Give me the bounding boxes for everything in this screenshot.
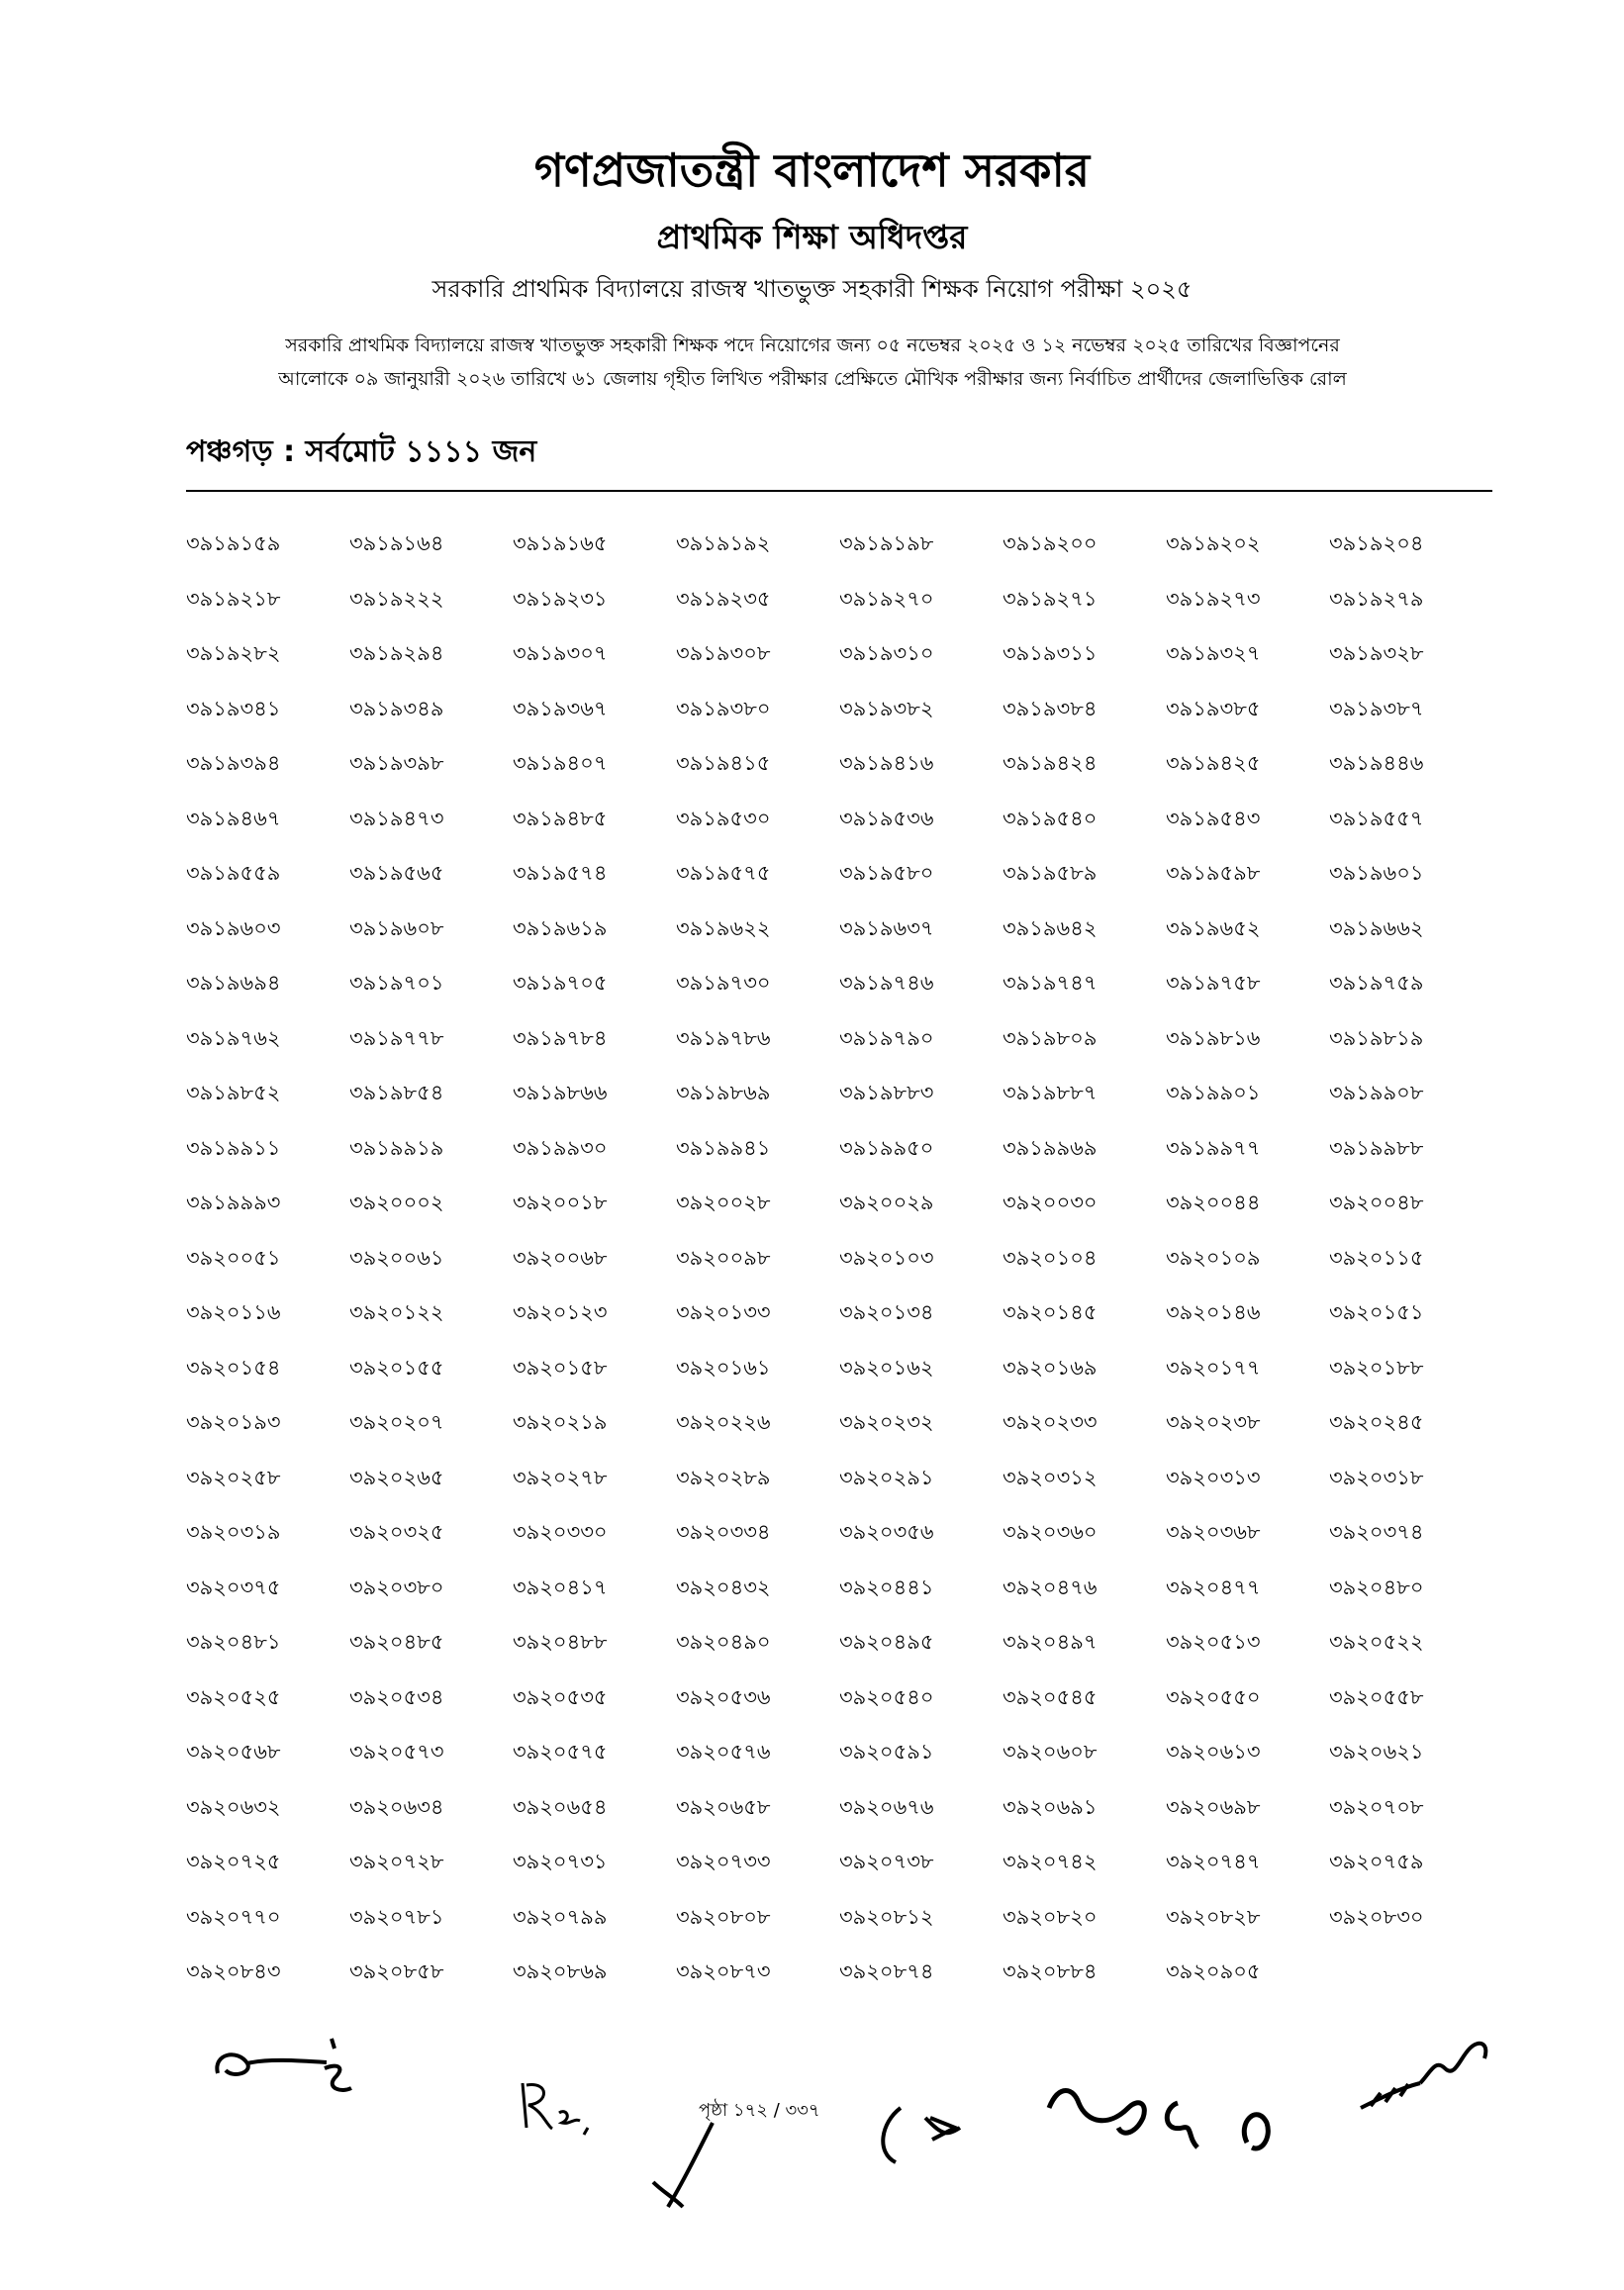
roll-number: ৩৯২০৫২২ — [1329, 1630, 1424, 1654]
roll-number: ৩৯১৯১৬৫ — [513, 531, 608, 555]
roll-number: ৩৯১৯৫৭৫ — [676, 861, 771, 885]
roll-number: ৩৯২০২৯১ — [839, 1465, 934, 1489]
roll-number: ৩৯১৯৬৬২ — [1329, 915, 1424, 940]
roll-number: ৩৯২০১৫৮ — [513, 1355, 608, 1380]
roll-number: ৩৯১৯৭৮৬ — [676, 1025, 771, 1050]
roll-number: ৩৯২০২৭৮ — [513, 1465, 608, 1489]
roll-number: ৩৯১৯২৭০ — [839, 586, 934, 611]
roll-number: ৩৯২০১২২ — [349, 1300, 444, 1324]
roll-number: ৩৯২০১১৬ — [186, 1300, 281, 1324]
roll-number: ৩৯১৯৫৭৪ — [513, 861, 608, 885]
roll-number: ৩৯১৯৬১৯ — [513, 915, 608, 940]
roll-number: ৩৯২০৮০৮ — [676, 1904, 771, 1929]
roll-number: ৩৯১৯৭৬২ — [186, 1025, 281, 1050]
roll-number: ৩৯১৯৫৩০ — [676, 806, 771, 830]
roll-number: ৩৯১৯৪৪৬ — [1329, 751, 1424, 775]
notice-line-1: সরকারি প্রাথমিক বিদ্যালয়ে রাজস্ব খাতভুক্ত সহকারী শিক্ষক পদে নিয়োগের জন্য ০৫ নভেম্বর ২০২৫ ও ১২ নভেম্বর ২০২৫ তারিখের বিজ্ঞাপনের — [285, 334, 1340, 356]
exam-title: সরকারি প্রাথমিক বিদ্যালয়ে রাজস্ব খাতভুক্ত সহকারী শিক্ষক নিয়োগ পরীক্ষা ২০২৫ — [431, 275, 1193, 303]
roll-number: ৩৯২০৫৩৪ — [349, 1684, 444, 1709]
roll-number: ৩৯২০৭৫৯ — [1329, 1850, 1424, 1873]
roll-number: ৩৯২০০৩০ — [1003, 1191, 1098, 1214]
roll-number: ৩৯১৯২৩৫ — [676, 586, 771, 611]
page-number: পৃষ্ঠা ১৭২ / ৩৩৭ — [699, 2100, 820, 2121]
roll-number: ৩৯২০১১৫ — [1329, 1245, 1424, 1270]
roll-number: ৩৯২০৪৪১ — [839, 1574, 934, 1599]
roll-number: ৩৯২০১০৩ — [839, 1245, 934, 1270]
roll-number: ৩৯১৯৮০৯ — [1003, 1025, 1098, 1050]
roll-number: ৩৯১৯৩৯৪ — [186, 751, 281, 775]
roll-number: ৩৯১৯৬৪২ — [1003, 915, 1098, 940]
roll-number: ৩৯১৯৬২২ — [676, 915, 771, 940]
roll-number: ৩৯১৯১৯২ — [676, 531, 771, 555]
roll-number: ৩৯১৯৭০৫ — [513, 971, 608, 995]
roll-number: ৩৯২০৩২৫ — [349, 1520, 444, 1544]
roll-number: ৩৯১৯৪৭৩ — [349, 806, 444, 830]
roll-number: ৩৯১৯৭৯০ — [839, 1025, 934, 1050]
roll-number: ৩৯১৯৭৩০ — [676, 971, 771, 995]
roll-number: ৩৯২০৫৪৫ — [1003, 1684, 1098, 1709]
department-title: প্রাথমিক শিক্ষা অধিদপ্তর — [656, 218, 968, 256]
roll-number: ৩৯২০৫৩৫ — [513, 1684, 608, 1709]
roll-number: ৩৯১৯৮৮৩ — [839, 1081, 934, 1104]
roll-number: ৩৯১৯৩১০ — [839, 641, 934, 665]
roll-number: ৩৯১৯৯০১ — [1166, 1081, 1261, 1104]
roll-number: ৩৯২০৪৮০ — [1329, 1574, 1424, 1599]
roll-number: ৩৯২০১২৩ — [513, 1300, 608, 1324]
roll-number: ৩৯১৯৭০১ — [349, 971, 444, 995]
roll-number: ৩৯২০১৬৯ — [1003, 1355, 1098, 1380]
roll-number: ৩৯১৯৬০৮ — [349, 915, 444, 940]
roll-number: ৩৯১৯৪১৫ — [676, 751, 771, 775]
roll-number: ৩৯১৯৩৯৮ — [349, 751, 444, 775]
roll-number: ৩৯২০৯০৫ — [1166, 1959, 1261, 1983]
roll-number: ৩৯২০৮৩০ — [1329, 1904, 1424, 1929]
roll-number: ৩৯১৯৩২৮ — [1329, 641, 1424, 665]
roll-number: ৩৯২০৭৪৭ — [1166, 1850, 1261, 1873]
roll-number: ৩৯২০০২৮ — [676, 1191, 771, 1214]
roll-number: ৩৯২০৩১২ — [1003, 1465, 1098, 1489]
roll-number: ৩৯১৯৫৪০ — [1003, 806, 1098, 830]
roll-number: ৩৯১৯৯৬৯ — [1003, 1135, 1098, 1160]
roll-number: ৩৯১৯৯০৮ — [1329, 1081, 1424, 1104]
roll-number: ৩৯২০৫৬৮ — [186, 1740, 281, 1764]
roll-number: ৩৯১৯৪১৬ — [839, 751, 934, 775]
roll-number: ৩৯১৯৮৫৪ — [349, 1081, 444, 1104]
roll-number: ৩৯১৯৮৬৯ — [676, 1081, 771, 1104]
roll-number: ৩৯২০১৬২ — [839, 1355, 934, 1380]
roll-number: ৩৯২০৪৯৫ — [839, 1630, 934, 1654]
roll-number: ৩৯১৯৬৩৭ — [839, 915, 934, 940]
roll-number: ৩৯১৯৫৯৮ — [1166, 861, 1261, 885]
signature-6 — [1351, 2019, 1499, 2128]
roll-number: ৩৯২০০৪৪ — [1166, 1191, 1261, 1214]
roll-number: ৩৯২০২৩৮ — [1166, 1410, 1261, 1434]
roll-number: ৩৯২০১৬১ — [676, 1355, 771, 1380]
notice-text — [188, 329, 1437, 396]
roll-number: ৩৯১৯৬৯৪ — [186, 971, 281, 995]
roll-number: ৩৯২০৭২৫ — [186, 1850, 281, 1873]
roll-number: ৩৯২০৬১৩ — [1166, 1740, 1261, 1764]
roll-number: ৩৯১৯৫৫৭ — [1329, 806, 1424, 830]
roll-number: ৩৯১৯৫৫৯ — [186, 861, 281, 885]
roll-number: ৩৯১৯৭৭৮ — [349, 1025, 444, 1050]
signature-1 — [208, 2019, 376, 2108]
roll-number: ৩৯২০৮৬৯ — [513, 1959, 608, 1983]
roll-number: ৩৯২০৭০৮ — [1329, 1794, 1424, 1819]
roll-number: ৩৯২০১৪৫ — [1003, 1300, 1098, 1324]
roll-number: ৩৯২০৮২৮ — [1166, 1904, 1261, 1929]
roll-number: ৩৯১৯৪২৫ — [1166, 751, 1261, 775]
roll-number: ৩৯১৯৭৫৮ — [1166, 971, 1261, 995]
roll-number: ৩৯২০৪৭৭ — [1166, 1574, 1261, 1599]
roll-number: ৩৯২০০৫১ — [186, 1245, 281, 1270]
roll-number: ৩৯১৯৩০৮ — [676, 641, 771, 665]
heading-divider — [186, 490, 1492, 492]
roll-number: ৩৯১৯১৯৮ — [839, 531, 934, 555]
roll-number: ৩৯২০৪১৭ — [513, 1574, 608, 1599]
roll-number: ৩৯২০৭২৮ — [349, 1850, 444, 1873]
roll-number: ৩৯২০৭৩৩ — [676, 1850, 771, 1873]
roll-number: ৩৯১৯২০০ — [1003, 531, 1098, 555]
roll-number: ৩৯১৯৬০১ — [1329, 861, 1424, 885]
roll-number: ৩৯১৯৪০৭ — [513, 751, 608, 775]
roll-number: ৩৯২০১৫৪ — [186, 1355, 281, 1380]
roll-number: ৩৯১৯২১৮ — [186, 586, 281, 611]
roll-number: ৩৯১৯৯৪১ — [676, 1135, 771, 1160]
roll-number: ৩৯২০৭৩১ — [513, 1850, 608, 1873]
roll-number: ৩৯২০৮২০ — [1003, 1904, 1098, 1929]
roll-number: ৩৯১৯৫৩৬ — [839, 806, 934, 830]
roll-number: ৩৯২০৫৪০ — [839, 1684, 934, 1709]
roll-number: ৩৯২০৬৫৪ — [513, 1794, 608, 1819]
roll-number: ৩৯১৯৯১৯ — [349, 1135, 444, 1160]
roll-number: ৩৯১৯৭৪৭ — [1003, 971, 1098, 995]
roll-number: ৩৯২০০৬৮ — [513, 1245, 608, 1270]
roll-number: ৩৯২০৩১৮ — [1329, 1465, 1424, 1489]
roll-number: ৩৯২০৪৮১ — [186, 1630, 281, 1654]
roll-number: ৩৯১৯৩৬৭ — [513, 696, 608, 720]
roll-number: ৩৯২০২৩২ — [839, 1410, 934, 1434]
signature-5 — [1039, 2063, 1296, 2172]
roll-number: ৩৯২০৩৬৮ — [1166, 1520, 1261, 1544]
roll-number: ৩৯১৯৪৮৫ — [513, 806, 608, 830]
roll-number: ৩৯২০৭৮১ — [349, 1904, 444, 1929]
roll-number: ৩৯২০৩৮০ — [349, 1574, 444, 1599]
government-title: গণপ্রজাতন্ত্রী বাংলাদেশ সরকার — [533, 143, 1091, 197]
roll-number: ৩৯১৯২৭১ — [1003, 586, 1098, 611]
roll-number: ৩৯১৯৩৮৫ — [1166, 696, 1261, 720]
roll-number: ৩৯২০৩১৯ — [186, 1520, 281, 1544]
roll-number: ৩৯১৯১৬৪ — [349, 531, 444, 555]
roll-number: ৩৯২০১০৯ — [1166, 1245, 1261, 1270]
roll-number: ৩৯২০৩৬০ — [1003, 1520, 1098, 1544]
roll-number: ৩৯২০৪৯৭ — [1003, 1630, 1098, 1654]
roll-number: ৩৯২০১৩৪ — [839, 1300, 934, 1324]
roll-number: ৩৯২০৬৩৪ — [349, 1794, 444, 1819]
roll-number: ৩৯১৯২৩১ — [513, 586, 608, 611]
roll-number: ৩৯২০২০৭ — [349, 1410, 444, 1434]
roll-number: ৩৯২০০৪৮ — [1329, 1191, 1424, 1214]
roll-number: ৩৯১৯৮১৬ — [1166, 1025, 1261, 1050]
roll-number: ৩৯২০৬৩২ — [186, 1794, 281, 1819]
roll-number: ৩৯২০৩৭৫ — [186, 1574, 281, 1599]
roll-number: ৩৯১৯৩২৭ — [1166, 641, 1261, 665]
roll-number: ৩৯১৯৮১৯ — [1329, 1025, 1424, 1050]
roll-number: ৩৯২০৫৫৮ — [1329, 1684, 1424, 1709]
roll-number: ৩৯২০৫৩৬ — [676, 1684, 771, 1709]
roll-number: ৩৯১৯৩৪৯ — [349, 696, 444, 720]
roll-number: ৩৯২০২৫৮ — [186, 1465, 281, 1489]
notice-line-2: আলোকে ০৯ জানুয়ারী ২০২৬ তারিখে ৬১ জেলায় গৃহীত লিখিত পরীক্ষার প্রেক্ষিতে মৌখিক পরীক্ষার জন্য নির্বাচিত প্রার্থীদের জেলাভিত্তিক রোল — [278, 368, 1347, 390]
roll-number: ৩৯১৯৯৩০ — [513, 1135, 608, 1160]
roll-number: ৩৯২০১৭৭ — [1166, 1355, 1261, 1380]
roll-number: ৩৯১৯২৮২ — [186, 641, 281, 665]
roll-number: ৩৯২০৫৭৩ — [349, 1740, 444, 1764]
roll-number: ৩৯১৯৫৬৫ — [349, 861, 444, 885]
roll-number: ৩৯২০৭৯৯ — [513, 1904, 608, 1929]
roll-number: ৩৯১৯৫৮৯ — [1003, 861, 1098, 885]
roll-number: ৩৯২০৩১৩ — [1166, 1465, 1261, 1489]
roll-number: ৩৯২০০৯৮ — [676, 1245, 771, 1270]
roll-number: ৩৯২০২৬৫ — [349, 1465, 444, 1489]
roll-number: ৩৯১৯৩৮০ — [676, 696, 771, 720]
roll-number: ৩৯১৯২০২ — [1166, 531, 1261, 555]
roll-number: ৩৯২০৫৭৫ — [513, 1740, 608, 1764]
roll-number: ৩৯১৯৫৪৩ — [1166, 806, 1261, 830]
roll-number: ৩৯১৯২৯৪ — [349, 641, 444, 665]
roll-number: ৩৯২০২২৬ — [676, 1410, 771, 1434]
roll-number: ৩৯১৯২০৪ — [1329, 531, 1424, 555]
roll-number: ৩৯১৯৯৮৮ — [1329, 1135, 1424, 1160]
roll-number: ৩৯২০৬৭৬ — [839, 1794, 934, 1819]
roll-number: ৩৯২০৮৫৮ — [349, 1959, 444, 1983]
roll-number: ৩৯১৯৬০৩ — [186, 915, 281, 940]
roll-number: ৩৯২০৩৩০ — [513, 1520, 608, 1544]
roll-number: ৩৯২০৫৫০ — [1166, 1684, 1261, 1709]
roll-number: ৩৯১৯২৭৩ — [1166, 586, 1261, 611]
roll-number: ৩৯২০৭৭০ — [186, 1904, 281, 1929]
roll-number: ৩৯২০৪৮৮ — [513, 1630, 608, 1654]
roll-number: ৩৯১৯৩৮৭ — [1329, 696, 1424, 720]
roll-number: ৩৯২০৫১৩ — [1166, 1630, 1261, 1654]
roll-number: ৩৯২০০১৮ — [513, 1191, 608, 1214]
roll-number: ৩৯২০১৪৬ — [1166, 1300, 1261, 1324]
roll-number: ৩৯২০৮১২ — [839, 1904, 934, 1929]
roll-number: ৩৯১৯২৭৯ — [1329, 586, 1424, 611]
roll-number: ৩৯২০৪৩২ — [676, 1574, 771, 1599]
roll-number: ৩৯২০৫২৫ — [186, 1684, 281, 1709]
roll-number: ৩৯১৯৮৮৭ — [1003, 1081, 1098, 1104]
roll-number: ৩৯১৯৩৪১ — [186, 696, 281, 720]
roll-number: ৩৯১৯৩৮২ — [839, 696, 934, 720]
roll-number: ৩৯১৯৩০৭ — [513, 641, 608, 665]
roll-number: ৩৯২০১৩৩ — [676, 1300, 771, 1324]
roll-number: ৩৯২০২৩৩ — [1003, 1410, 1098, 1434]
roll-number: ৩৯২০৪৯০ — [676, 1630, 771, 1654]
roll-number: ৩৯১৯৯১১ — [186, 1135, 281, 1160]
roll-number: ৩৯২০৩৩৪ — [676, 1520, 771, 1544]
roll-number-grid — [186, 525, 1492, 2008]
signature-3 — [643, 2113, 732, 2222]
roll-number: ৩৯১৯৫৮০ — [839, 861, 934, 885]
roll-number: ৩৯১৯১৫৯ — [186, 531, 281, 555]
roll-number: ৩৯১৯২২২ — [349, 586, 444, 611]
roll-number: ৩৯২০৩৭৪ — [1329, 1520, 1424, 1544]
roll-number: ৩৯২০৮৮৪ — [1003, 1959, 1098, 1983]
signature-4 — [861, 2098, 990, 2177]
roll-number: ৩৯২০৮৭৪ — [839, 1959, 934, 1983]
roll-number: ৩৯২০৬২১ — [1329, 1740, 1424, 1764]
roll-number: ৩৯১৯৯৯৩ — [186, 1191, 281, 1214]
roll-number: ৩৯১৯৮৬৬ — [513, 1081, 608, 1104]
roll-number: ৩৯২০১৮৮ — [1329, 1355, 1424, 1380]
roll-number: ৩৯২০৪৭৬ — [1003, 1574, 1098, 1599]
roll-number: ৩৯২০২৪৫ — [1329, 1410, 1424, 1434]
roll-number: ৩৯২০৫৭৬ — [676, 1740, 771, 1764]
roll-number: ৩৯১৯৭৮৪ — [513, 1025, 608, 1050]
roll-number: ৩৯১৯৭৪৬ — [839, 971, 934, 995]
roll-number: ৩৯২০৮৪৩ — [186, 1959, 281, 1983]
roll-number: ৩৯২০৬৯৮ — [1166, 1794, 1261, 1819]
roll-number: ৩৯১৯৯৫০ — [839, 1135, 934, 1160]
roll-number: ৩৯২০৭৪২ — [1003, 1850, 1098, 1873]
roll-number: ৩৯১৯৬৫২ — [1166, 915, 1261, 940]
roll-number: ৩৯১৯৯৭৭ — [1166, 1135, 1261, 1160]
roll-number: ৩৯২০২৮৯ — [676, 1465, 771, 1489]
roll-number: ৩৯২০১৯৩ — [186, 1410, 281, 1434]
roll-number: ৩৯১৯৩৮৪ — [1003, 696, 1098, 720]
roll-number: ৩৯২০২১৯ — [513, 1410, 608, 1434]
roll-number: ৩৯২০৮৭৩ — [676, 1959, 771, 1983]
roll-number: ৩৯১৯৪২৪ — [1003, 751, 1098, 775]
roll-number: ৩৯১৯৩১১ — [1003, 641, 1098, 665]
roll-number: ৩৯২০১৫৫ — [349, 1355, 444, 1380]
roll-number: ৩৯২০৫৯১ — [839, 1740, 934, 1764]
roll-number: ৩৯২০১৫১ — [1329, 1300, 1424, 1324]
roll-number: ৩৯১৯৮৫২ — [186, 1081, 281, 1104]
signature-2 — [515, 2073, 604, 2143]
roll-number: ৩৯২০৩৫৬ — [839, 1520, 934, 1544]
roll-number: ৩৯১৯৪৬৭ — [186, 806, 281, 830]
roll-number: ৩৯২০১০৪ — [1003, 1245, 1098, 1270]
roll-number: ৩৯২০৬৫৮ — [676, 1794, 771, 1819]
roll-number: ৩৯২০০২৯ — [839, 1191, 934, 1214]
roll-number: ৩৯১৯৭৫৯ — [1329, 971, 1424, 995]
roll-number: ৩৯২০৭৩৮ — [839, 1850, 934, 1873]
roll-number: ৩৯২০০৬১ — [349, 1245, 444, 1270]
roll-number: ৩৯২০৪৮৫ — [349, 1630, 444, 1654]
district-heading: পঞ্চগড় : সর্বমোট ১১১১ জন — [186, 434, 537, 469]
roll-number: ৩৯২০৬৯১ — [1003, 1794, 1098, 1819]
roll-number: ৩৯২০০০২ — [349, 1191, 444, 1214]
roll-number: ৩৯২০৬০৮ — [1003, 1740, 1098, 1764]
